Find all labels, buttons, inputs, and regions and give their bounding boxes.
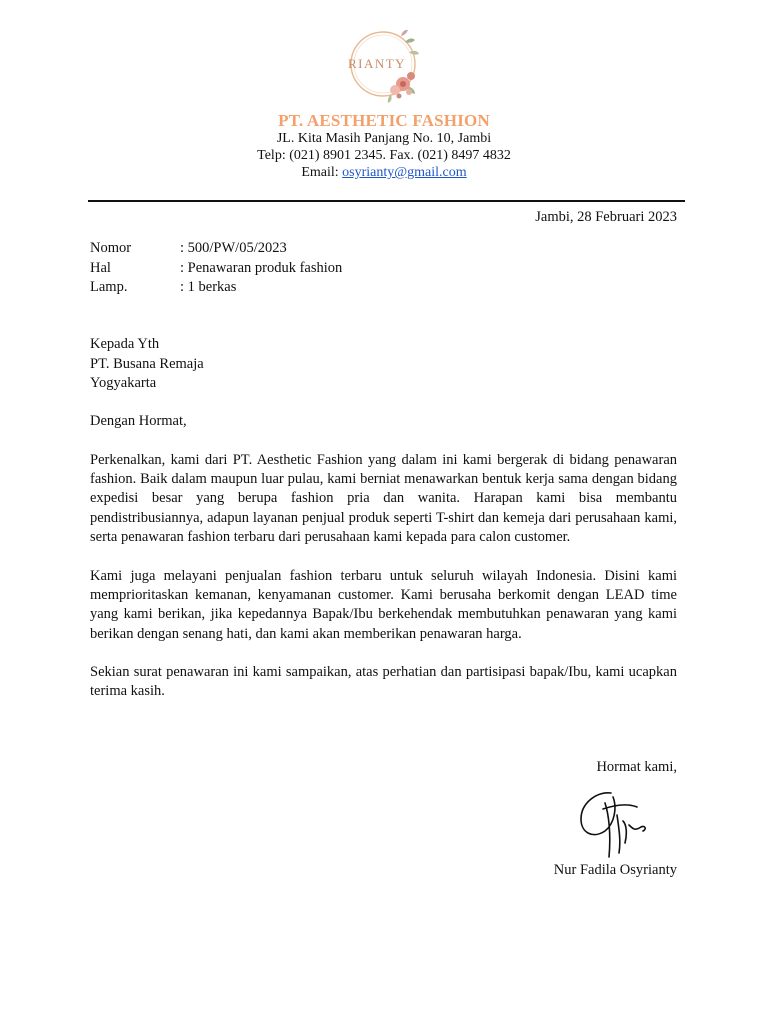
letter-date: Jambi, 28 Februari 2023 bbox=[535, 209, 677, 225]
recipient-block bbox=[90, 335, 204, 394]
signer-name: Nur Fadila Osyrianty bbox=[553, 862, 677, 878]
email-label: Email: bbox=[301, 165, 343, 180]
handwritten-signature bbox=[575, 785, 675, 863]
meta-value: : 1 berkas bbox=[180, 279, 237, 295]
body-paragraph-3: Sekian surat penawaran ini kami sampaikan, atas perhatian dan partisipasi bapak/Ibu, kami ucapkan terima kasih. bbox=[90, 664, 677, 700]
meta-key: Hal bbox=[90, 259, 111, 276]
company-phone-fax: Telp: (021) 8901 2345. Fax. (021) 8497 4832 bbox=[257, 148, 511, 163]
recipient-line: Yogyakarta bbox=[90, 375, 157, 391]
body-paragraph-2: Kami juga melayani penjualan fashion terbaru untuk seluruh wilayah Indonesia. Disini kami memprioritaskan kemanan, kenyamanan customer. Kami berusaha berkomit dengan LEAD time yang kami berikan, jika kepedannya Bapak/Ibu berkehendak membutuhkan penawaran yang kami berikan dengan senang hati, dan kami akan memberikan penawaran harga. bbox=[90, 568, 677, 642]
company-logo bbox=[339, 24, 429, 106]
meta-row-lamp bbox=[90, 278, 342, 298]
meta-key: Nomor bbox=[90, 240, 132, 256]
body-paragraph-1: Perkenalkan, kami dari PT. Aesthetic Fashion yang dalam ini kami bergerak di bidang penawaran fashion. Baik dalam maupun luar pulau, kami berniat menawarkan bentuk kerja sama dengan bidang expedisi besar yang berupa fashion pria dan wanita. Harapan kami bisa membantu pendistribusiannya, adapun layanan penjual produk seperti T-shirt dan kemeja dari perusahaan kami, serta penawaran fashion terbaru dari perusahaan kami kepada para calon customer. bbox=[90, 452, 677, 545]
recipient-line: PT. Busana Remaja bbox=[90, 355, 204, 372]
meta-key: Lamp. bbox=[90, 279, 128, 295]
salutation: Dengan Hormat, bbox=[90, 413, 187, 429]
meta-row-hal bbox=[90, 259, 342, 279]
email-link[interactable]: osyrianty@gmail.com bbox=[342, 165, 467, 180]
meta-value: : Penawaran produk fashion bbox=[180, 259, 343, 276]
company-address: JL. Kita Masih Panjang No. 10, Jambi bbox=[276, 131, 492, 146]
meta-row-nomor bbox=[90, 239, 342, 259]
company-email-line bbox=[0, 164, 768, 181]
letter-meta bbox=[90, 239, 342, 298]
logo-text: RIANTY bbox=[347, 56, 407, 71]
closing-phrase: Hormat kami, bbox=[596, 759, 677, 775]
recipient-line: Kepada Yth bbox=[90, 336, 160, 352]
company-name: PT. AESTHETIC FASHION bbox=[278, 111, 490, 130]
meta-value: : 500/PW/05/2023 bbox=[180, 240, 287, 256]
header-divider bbox=[88, 200, 685, 202]
